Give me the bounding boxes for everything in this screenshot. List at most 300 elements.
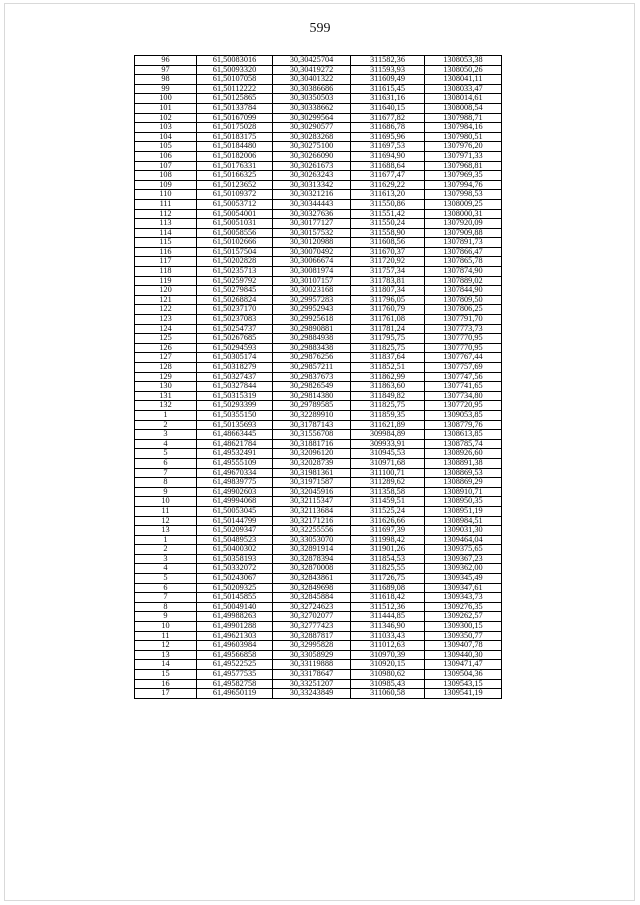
y-coordinate-cell: 1308050,26 <box>425 65 502 75</box>
point-number-cell: 127 <box>135 353 197 363</box>
x-coordinate-cell: 311618,42 <box>351 593 425 603</box>
table-row <box>135 689 502 699</box>
table-row <box>135 602 502 612</box>
y-coordinate-cell: 1307809,50 <box>425 295 502 305</box>
latitude-cell: 61,49532491 <box>197 449 273 459</box>
y-coordinate-cell: 1309343,73 <box>425 593 502 603</box>
longitude-cell: 30,30261673 <box>273 161 351 171</box>
point-number-cell: 100 <box>135 94 197 104</box>
longitude-cell: 30,30081974 <box>273 267 351 277</box>
table-row <box>135 420 502 430</box>
x-coordinate-cell: 311100,71 <box>351 468 425 478</box>
latitude-cell: 61,50489523 <box>197 535 273 545</box>
x-coordinate-cell: 310980,62 <box>351 670 425 680</box>
point-number-cell: 102 <box>135 113 197 123</box>
longitude-cell: 30,31971587 <box>273 478 351 488</box>
x-coordinate-cell: 311697,53 <box>351 142 425 152</box>
latitude-cell: 61,50293399 <box>197 401 273 411</box>
table-row <box>135 535 502 545</box>
table-row <box>135 209 502 219</box>
x-coordinate-cell: 311849,82 <box>351 391 425 401</box>
x-coordinate-cell: 311689,08 <box>351 583 425 593</box>
longitude-cell: 30,32171216 <box>273 516 351 526</box>
point-number-cell: 3 <box>135 554 197 564</box>
longitude-cell: 30,30283268 <box>273 132 351 142</box>
latitude-cell: 61,49994068 <box>197 497 273 507</box>
latitude-cell: 61,50259792 <box>197 276 273 286</box>
point-number-cell: 121 <box>135 295 197 305</box>
table-row <box>135 497 502 507</box>
y-coordinate-cell: 1309350,77 <box>425 631 502 641</box>
y-coordinate-cell: 1307806,25 <box>425 305 502 315</box>
longitude-cell: 30,33243849 <box>273 689 351 699</box>
latitude-cell: 61,50184480 <box>197 142 273 152</box>
y-coordinate-cell: 1307994,76 <box>425 180 502 190</box>
longitude-cell: 30,29876256 <box>273 353 351 363</box>
table-row <box>135 631 502 641</box>
longitude-cell: 30,30107157 <box>273 276 351 286</box>
x-coordinate-cell: 311608,56 <box>351 238 425 248</box>
point-number-cell: 101 <box>135 103 197 113</box>
longitude-cell: 30,33058929 <box>273 650 351 660</box>
latitude-cell: 61,50083016 <box>197 56 273 66</box>
y-coordinate-cell: 1307720,95 <box>425 401 502 411</box>
table-row <box>135 487 502 497</box>
longitude-cell: 30,29837673 <box>273 372 351 382</box>
longitude-cell: 30,29952943 <box>273 305 351 315</box>
x-coordinate-cell: 311444,85 <box>351 612 425 622</box>
y-coordinate-cell: 1307874,90 <box>425 267 502 277</box>
x-coordinate-cell: 311626,66 <box>351 516 425 526</box>
table-row <box>135 593 502 603</box>
y-coordinate-cell: 1308785,74 <box>425 439 502 449</box>
longitude-cell: 30,29789585 <box>273 401 351 411</box>
latitude-cell: 61,50054001 <box>197 209 273 219</box>
table-row <box>135 458 502 468</box>
point-number-cell: 113 <box>135 219 197 229</box>
latitude-cell: 61,50112222 <box>197 84 273 94</box>
x-coordinate-cell: 310970,39 <box>351 650 425 660</box>
y-coordinate-cell: 1309541,19 <box>425 689 502 699</box>
y-coordinate-cell: 1307866,47 <box>425 247 502 257</box>
table-row <box>135 180 502 190</box>
longitude-cell: 30,32870008 <box>273 564 351 574</box>
longitude-cell: 30,31881716 <box>273 439 351 449</box>
y-coordinate-cell: 1309362,00 <box>425 564 502 574</box>
y-coordinate-cell: 1307988,71 <box>425 113 502 123</box>
x-coordinate-cell: 311862,99 <box>351 372 425 382</box>
longitude-cell: 30,32724623 <box>273 602 351 612</box>
table-row <box>135 94 502 104</box>
x-coordinate-cell: 311783,81 <box>351 276 425 286</box>
longitude-cell: 30,32891914 <box>273 545 351 555</box>
longitude-cell: 30,33251207 <box>273 679 351 689</box>
table-row <box>135 343 502 353</box>
latitude-cell: 61,50279845 <box>197 286 273 296</box>
point-number-cell: 119 <box>135 276 197 286</box>
point-number-cell: 103 <box>135 123 197 133</box>
table-row <box>135 564 502 574</box>
x-coordinate-cell: 311358,58 <box>351 487 425 497</box>
x-coordinate-cell: 311640,15 <box>351 103 425 113</box>
table-row <box>135 228 502 238</box>
latitude-cell: 61,50355150 <box>197 410 273 420</box>
longitude-cell: 30,29814380 <box>273 391 351 401</box>
table-row <box>135 612 502 622</box>
latitude-cell: 61,50243067 <box>197 574 273 584</box>
longitude-cell: 30,33119888 <box>273 660 351 670</box>
x-coordinate-cell: 311757,34 <box>351 267 425 277</box>
y-coordinate-cell: 1308053,38 <box>425 56 502 66</box>
latitude-cell: 61,50133784 <box>197 103 273 113</box>
longitude-cell: 30,29826549 <box>273 382 351 392</box>
table-row <box>135 449 502 459</box>
table-row <box>135 286 502 296</box>
y-coordinate-cell: 1307889,02 <box>425 276 502 286</box>
x-coordinate-cell: 311033,43 <box>351 631 425 641</box>
coordinates-table <box>134 55 502 699</box>
x-coordinate-cell: 311760,79 <box>351 305 425 315</box>
table-row <box>135 267 502 277</box>
latitude-cell: 61,49988263 <box>197 612 273 622</box>
latitude-cell: 61,50049140 <box>197 602 273 612</box>
longitude-cell: 30,30338662 <box>273 103 351 113</box>
longitude-cell: 30,30425704 <box>273 56 351 66</box>
point-number-cell: 109 <box>135 180 197 190</box>
y-coordinate-cell: 1309276,35 <box>425 602 502 612</box>
x-coordinate-cell: 311852,51 <box>351 363 425 373</box>
latitude-cell: 61,50268824 <box>197 295 273 305</box>
y-coordinate-cell: 1309375,65 <box>425 545 502 555</box>
y-coordinate-cell: 1309345,49 <box>425 574 502 584</box>
longitude-cell: 30,30023168 <box>273 286 351 296</box>
x-coordinate-cell: 311837,64 <box>351 353 425 363</box>
y-coordinate-cell: 1307773,73 <box>425 324 502 334</box>
point-number-cell: 8 <box>135 602 197 612</box>
table-row <box>135 123 502 133</box>
x-coordinate-cell: 311621,89 <box>351 420 425 430</box>
longitude-cell: 30,31981361 <box>273 468 351 478</box>
table-row <box>135 295 502 305</box>
x-coordinate-cell: 311720,92 <box>351 257 425 267</box>
y-coordinate-cell: 1307770,95 <box>425 343 502 353</box>
table-row <box>135 247 502 257</box>
x-coordinate-cell: 311459,51 <box>351 497 425 507</box>
x-coordinate-cell: 311795,75 <box>351 334 425 344</box>
table-row <box>135 305 502 315</box>
table-row <box>135 315 502 325</box>
y-coordinate-cell: 1308014,61 <box>425 94 502 104</box>
longitude-cell: 30,32289910 <box>273 410 351 420</box>
x-coordinate-cell: 311998,42 <box>351 535 425 545</box>
point-number-cell: 104 <box>135 132 197 142</box>
longitude-cell: 30,30263243 <box>273 171 351 181</box>
latitude-cell: 61,49566858 <box>197 650 273 660</box>
x-coordinate-cell: 311781,24 <box>351 324 425 334</box>
latitude-cell: 61,50209347 <box>197 526 273 536</box>
x-coordinate-cell: 311629,22 <box>351 180 425 190</box>
longitude-cell: 30,30266090 <box>273 151 351 161</box>
point-number-cell: 7 <box>135 593 197 603</box>
point-number-cell: 122 <box>135 305 197 315</box>
longitude-cell: 30,30401322 <box>273 75 351 85</box>
table-row <box>135 468 502 478</box>
y-coordinate-cell: 1309262,57 <box>425 612 502 622</box>
y-coordinate-cell: 1308008,54 <box>425 103 502 113</box>
latitude-cell: 61,49603984 <box>197 641 273 651</box>
table-row <box>135 660 502 670</box>
point-number-cell: 14 <box>135 660 197 670</box>
x-coordinate-cell: 310971,68 <box>351 458 425 468</box>
y-coordinate-cell: 1309407,78 <box>425 641 502 651</box>
x-coordinate-cell: 311825,75 <box>351 343 425 353</box>
longitude-cell: 30,33053070 <box>273 535 351 545</box>
x-coordinate-cell: 311615,45 <box>351 84 425 94</box>
y-coordinate-cell: 1308009,25 <box>425 199 502 209</box>
point-number-cell: 11 <box>135 506 197 516</box>
longitude-cell: 30,29883438 <box>273 343 351 353</box>
latitude-cell: 61,50167099 <box>197 113 273 123</box>
x-coordinate-cell: 309933,91 <box>351 439 425 449</box>
point-number-cell: 10 <box>135 497 197 507</box>
latitude-cell: 61,49522525 <box>197 660 273 670</box>
latitude-cell: 61,50145855 <box>197 593 273 603</box>
latitude-cell: 61,50183175 <box>197 132 273 142</box>
y-coordinate-cell: 1308000,31 <box>425 209 502 219</box>
longitude-cell: 30,30177127 <box>273 219 351 229</box>
point-number-cell: 108 <box>135 171 197 181</box>
x-coordinate-cell: 311593,93 <box>351 65 425 75</box>
point-number-cell: 7 <box>135 468 197 478</box>
table-row <box>135 171 502 181</box>
y-coordinate-cell: 1307980,51 <box>425 132 502 142</box>
x-coordinate-cell: 310920,15 <box>351 660 425 670</box>
longitude-cell: 30,32849698 <box>273 583 351 593</box>
longitude-cell: 30,32028739 <box>273 458 351 468</box>
y-coordinate-cell: 1307968,81 <box>425 161 502 171</box>
x-coordinate-cell: 311525,24 <box>351 506 425 516</box>
longitude-cell: 30,32115347 <box>273 497 351 507</box>
longitude-cell: 30,30066674 <box>273 257 351 267</box>
longitude-cell: 30,30290577 <box>273 123 351 133</box>
x-coordinate-cell: 311551,42 <box>351 209 425 219</box>
point-number-cell: 9 <box>135 487 197 497</box>
y-coordinate-cell: 1308613,85 <box>425 430 502 440</box>
latitude-cell: 61,50400302 <box>197 545 273 555</box>
y-coordinate-cell: 1308910,71 <box>425 487 502 497</box>
latitude-cell: 61,50237170 <box>197 305 273 315</box>
longitude-cell: 30,29884938 <box>273 334 351 344</box>
table-row <box>135 583 502 593</box>
y-coordinate-cell: 1307920,09 <box>425 219 502 229</box>
y-coordinate-cell: 1307741,65 <box>425 382 502 392</box>
page-number: 599 <box>309 21 331 36</box>
y-coordinate-cell: 1307791,70 <box>425 315 502 325</box>
longitude-cell: 30,32845884 <box>273 593 351 603</box>
table-row <box>135 545 502 555</box>
x-coordinate-cell: 311854,53 <box>351 554 425 564</box>
point-number-cell: 130 <box>135 382 197 392</box>
y-coordinate-cell: 1307998,53 <box>425 190 502 200</box>
longitude-cell: 30,30321216 <box>273 190 351 200</box>
x-coordinate-cell: 311761,08 <box>351 315 425 325</box>
y-coordinate-cell: 1308033,47 <box>425 84 502 94</box>
point-number-cell: 12 <box>135 516 197 526</box>
y-coordinate-cell: 1309471,47 <box>425 660 502 670</box>
longitude-cell: 30,30350503 <box>273 94 351 104</box>
x-coordinate-cell: 311060,58 <box>351 689 425 699</box>
x-coordinate-cell: 311677,47 <box>351 171 425 181</box>
longitude-cell: 30,30386686 <box>273 84 351 94</box>
table-row <box>135 401 502 411</box>
table-row <box>135 410 502 420</box>
y-coordinate-cell: 1309504,36 <box>425 670 502 680</box>
table-row <box>135 382 502 392</box>
y-coordinate-cell: 1307734,80 <box>425 391 502 401</box>
table-row <box>135 391 502 401</box>
latitude-cell: 61,50358193 <box>197 554 273 564</box>
point-number-cell: 1 <box>135 535 197 545</box>
x-coordinate-cell: 311012,63 <box>351 641 425 651</box>
y-coordinate-cell: 1308951,19 <box>425 506 502 516</box>
point-number-cell: 15 <box>135 670 197 680</box>
point-number-cell: 106 <box>135 151 197 161</box>
table-row <box>135 199 502 209</box>
point-number-cell: 111 <box>135 199 197 209</box>
latitude-cell: 61,49650119 <box>197 689 273 699</box>
y-coordinate-cell: 1308950,35 <box>425 497 502 507</box>
latitude-cell: 61,50109372 <box>197 190 273 200</box>
latitude-cell: 61,49621303 <box>197 631 273 641</box>
table-row <box>135 526 502 536</box>
x-coordinate-cell: 311901,26 <box>351 545 425 555</box>
x-coordinate-cell: 311694,90 <box>351 151 425 161</box>
point-number-cell: 12 <box>135 641 197 651</box>
latitude-cell: 61,49901288 <box>197 622 273 632</box>
longitude-cell: 30,29957283 <box>273 295 351 305</box>
longitude-cell: 30,32045916 <box>273 487 351 497</box>
x-coordinate-cell: 311686,78 <box>351 123 425 133</box>
table-row <box>135 554 502 564</box>
x-coordinate-cell: 309984,89 <box>351 430 425 440</box>
longitude-cell: 30,30344443 <box>273 199 351 209</box>
y-coordinate-cell: 1309031,30 <box>425 526 502 536</box>
latitude-cell: 61,50135693 <box>197 420 273 430</box>
latitude-cell: 61,50123652 <box>197 180 273 190</box>
table-row <box>135 650 502 660</box>
latitude-cell: 61,50107058 <box>197 75 273 85</box>
table-row <box>135 641 502 651</box>
x-coordinate-cell: 311688,64 <box>351 161 425 171</box>
point-number-cell: 4 <box>135 439 197 449</box>
point-number-cell: 129 <box>135 372 197 382</box>
table-row <box>135 75 502 85</box>
latitude-cell: 61,49839775 <box>197 478 273 488</box>
y-coordinate-cell: 1308041,11 <box>425 75 502 85</box>
point-number-cell: 10 <box>135 622 197 632</box>
point-number-cell: 4 <box>135 564 197 574</box>
latitude-cell: 61,48663445 <box>197 430 273 440</box>
longitude-cell: 30,31556708 <box>273 430 351 440</box>
y-coordinate-cell: 1308891,38 <box>425 458 502 468</box>
latitude-cell: 61,50157504 <box>197 247 273 257</box>
y-coordinate-cell: 1307971,33 <box>425 151 502 161</box>
x-coordinate-cell: 311670,37 <box>351 247 425 257</box>
y-coordinate-cell: 1309367,23 <box>425 554 502 564</box>
x-coordinate-cell: 311796,05 <box>351 295 425 305</box>
x-coordinate-cell: 311631,16 <box>351 94 425 104</box>
table-row <box>135 161 502 171</box>
table-row <box>135 103 502 113</box>
point-number-cell: 3 <box>135 430 197 440</box>
x-coordinate-cell: 311697,39 <box>351 526 425 536</box>
table-row <box>135 84 502 94</box>
table-row <box>135 142 502 152</box>
latitude-cell: 61,50166325 <box>197 171 273 181</box>
latitude-cell: 61,49577535 <box>197 670 273 680</box>
point-number-cell: 13 <box>135 650 197 660</box>
longitude-cell: 30,32255556 <box>273 526 351 536</box>
point-number-cell: 105 <box>135 142 197 152</box>
table-row <box>135 56 502 66</box>
point-number-cell: 115 <box>135 238 197 248</box>
table-row <box>135 372 502 382</box>
longitude-cell: 30,32887817 <box>273 631 351 641</box>
longitude-cell: 30,30299564 <box>273 113 351 123</box>
latitude-cell: 61,50053712 <box>197 199 273 209</box>
point-number-cell: 124 <box>135 324 197 334</box>
longitude-cell: 30,30120988 <box>273 238 351 248</box>
y-coordinate-cell: 1308779,76 <box>425 420 502 430</box>
table-row <box>135 151 502 161</box>
x-coordinate-cell: 311807,34 <box>351 286 425 296</box>
latitude-cell: 61,50175028 <box>197 123 273 133</box>
table-row <box>135 257 502 267</box>
y-coordinate-cell: 1307891,73 <box>425 238 502 248</box>
point-number-cell: 6 <box>135 583 197 593</box>
latitude-cell: 61,48621784 <box>197 439 273 449</box>
y-coordinate-cell: 1309347,61 <box>425 583 502 593</box>
table-row <box>135 679 502 689</box>
longitude-cell: 30,32096120 <box>273 449 351 459</box>
y-coordinate-cell: 1309440,30 <box>425 650 502 660</box>
latitude-cell: 61,50305174 <box>197 353 273 363</box>
latitude-cell: 61,50176331 <box>197 161 273 171</box>
latitude-cell: 61,50318279 <box>197 363 273 373</box>
x-coordinate-cell: 311695,96 <box>351 132 425 142</box>
point-number-cell: 2 <box>135 420 197 430</box>
point-number-cell: 2 <box>135 545 197 555</box>
x-coordinate-cell: 311863,60 <box>351 382 425 392</box>
table-row <box>135 113 502 123</box>
table-row <box>135 439 502 449</box>
point-number-cell: 126 <box>135 343 197 353</box>
y-coordinate-cell: 1307909,88 <box>425 228 502 238</box>
longitude-cell: 30,30157532 <box>273 228 351 238</box>
latitude-cell: 61,50294593 <box>197 343 273 353</box>
coordinates-table-body <box>135 56 502 699</box>
latitude-cell: 61,50202828 <box>197 257 273 267</box>
point-number-cell: 13 <box>135 526 197 536</box>
x-coordinate-cell: 311677,82 <box>351 113 425 123</box>
y-coordinate-cell: 1308869,29 <box>425 478 502 488</box>
y-coordinate-cell: 1309543,15 <box>425 679 502 689</box>
point-number-cell: 120 <box>135 286 197 296</box>
longitude-cell: 30,30070492 <box>273 247 351 257</box>
table-row <box>135 670 502 680</box>
latitude-cell: 61,50327844 <box>197 382 273 392</box>
latitude-cell: 61,50332072 <box>197 564 273 574</box>
